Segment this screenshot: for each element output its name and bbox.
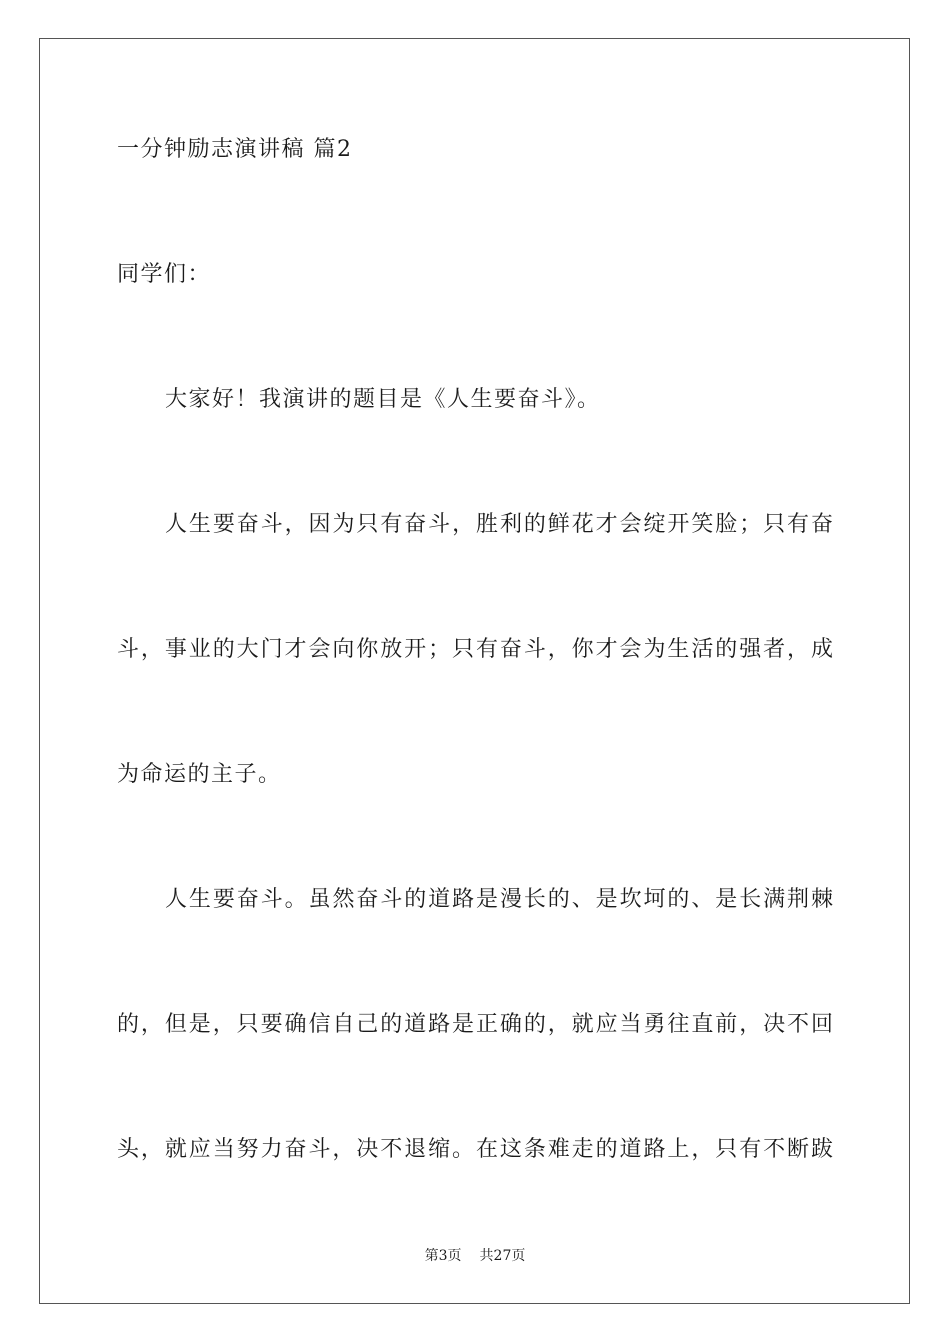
salutation: 同学们：: [117, 262, 212, 287]
document-heading: 一分钟励志演讲稿 篇2: [117, 137, 353, 162]
paragraph-line: 大家好！我演讲的题目是《人生要奋斗》。: [165, 387, 601, 412]
page-border: [39, 38, 910, 1304]
paragraph-line: 头，就应当努力奋斗，决不退缩。在这条难走的道路上，只有不断跋: [117, 1137, 833, 1162]
paragraph-line: 的，但是，只要确信自己的道路是正确的，就应当勇往直前，决不回: [117, 1012, 833, 1037]
paragraph-line: 人生要奋斗。虽然奋斗的道路是漫长的、是坎坷的、是长满荆棘: [165, 887, 833, 912]
paragraph-line: 人生要奋斗，因为只有奋斗，胜利的鲜花才会绽开笑脸；只有奋: [165, 512, 833, 537]
paragraph-line: 斗，事业的大门才会向你放开；只有奋斗，你才会为生活的强者，成: [117, 637, 833, 662]
page-total: 共27页: [479, 1248, 526, 1264]
paragraph-line: 为命运的主子。: [117, 762, 282, 787]
page-number: 第3页: [424, 1248, 462, 1264]
page-footer: [0, 1246, 950, 1266]
